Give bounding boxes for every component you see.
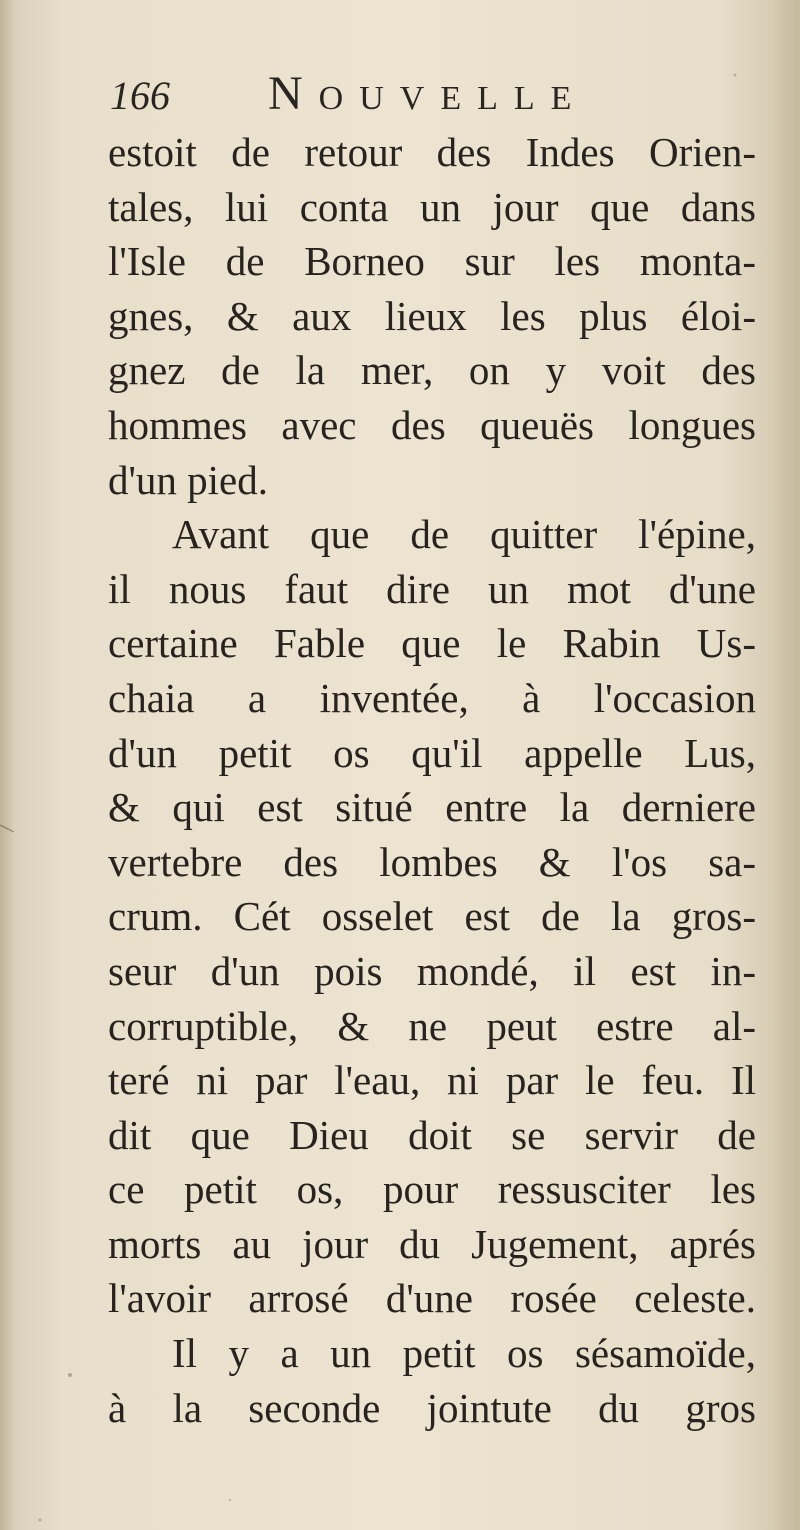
page-header [110, 66, 750, 128]
text-line: seur d'un pois mondé, il est in- [108, 947, 756, 994]
paragraph-start-line: Avant que de quitter l'épine, [172, 511, 756, 558]
text-line: teré ni par l'eau, ni par le feu. Il [108, 1057, 756, 1104]
text-line: vertebre des lombes & l'os sa- [108, 838, 756, 885]
page-number: 166 [110, 73, 170, 118]
text-line: hommes avec des queuës longues [108, 401, 756, 448]
text-line: tales, lui conta un jour que dans [108, 183, 756, 230]
text-line: morts au jour du Jugement, aprés [108, 1220, 756, 1267]
text-line: corruptible, & ne peut estre al- [108, 1002, 756, 1049]
text-line: ce petit os, pour ressusciter les [108, 1166, 756, 1213]
text-line: d'un pied. [108, 456, 268, 503]
text-line: d'un petit os qu'il appelle Lus, [108, 729, 756, 776]
running-head: Nouvelle [268, 67, 588, 120]
text-line: gnez de la mer, on y voit des [108, 347, 756, 394]
text-line: crum. Cét osselet est de la gros- [108, 893, 756, 940]
body-text [108, 125, 756, 1435]
text-line: certaine Fable que le Rabin Us- [108, 620, 756, 667]
text-line: l'Isle de Borneo sur les monta- [108, 238, 756, 285]
text-line: & qui est situé entre la derniere [108, 784, 756, 831]
text-line: dit que Dieu doit se servir de [108, 1111, 756, 1158]
text-line: chaia a inventée, à l'occasion [108, 674, 756, 721]
text-line: il nous faut dire un mot d'une [108, 565, 756, 612]
text-line: l'avoir arrosé d'une rosée celeste. [108, 1275, 756, 1322]
text-line: estoit de retour des Indes Orien- [108, 129, 756, 175]
text-line: gnes, & aux lieux les plus éloi- [108, 292, 756, 339]
text-line: à la seconde jointute du gros [108, 1384, 756, 1431]
paragraph-start-line: Il y a un petit os sésamoïde, [172, 1330, 756, 1377]
